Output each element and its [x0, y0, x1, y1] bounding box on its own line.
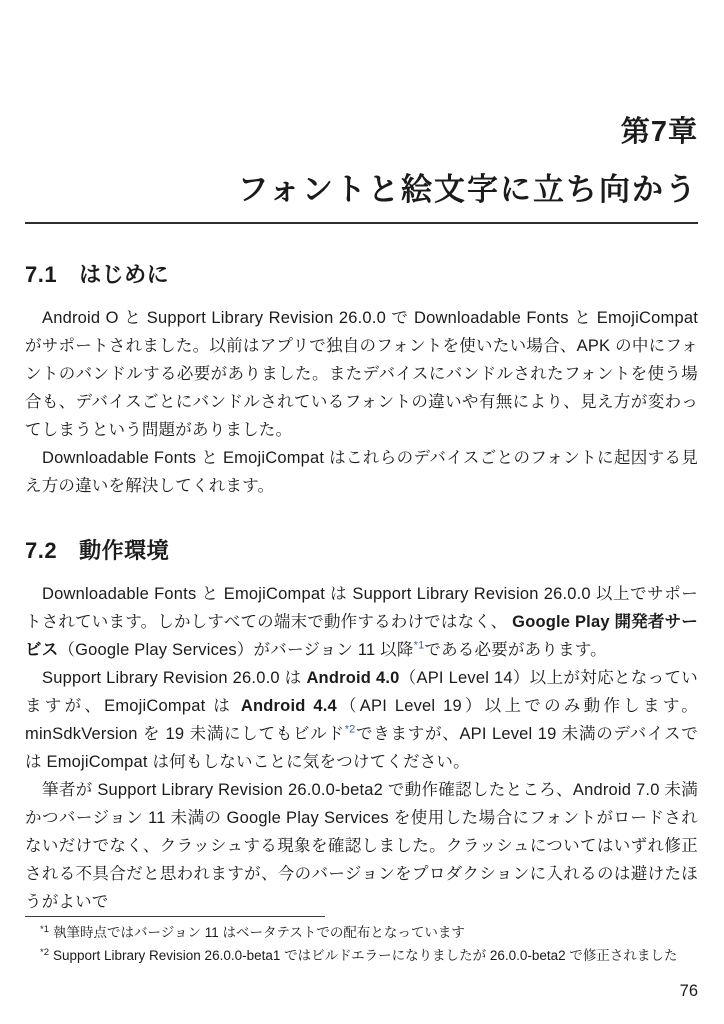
bold-text: Android 4.0 — [306, 669, 400, 688]
text-run: Support Library Revision 26.0.0 は — [42, 669, 307, 688]
footnote-text: Support Library Revision 26.0.0-beta1 ではビルドエラーになりましたが 26.0.0-beta2 で修正されました — [52, 948, 678, 963]
page-number: 76 — [679, 982, 698, 1000]
section-number: 7.2 — [25, 537, 58, 563]
text-run: Downloadable Fonts と EmojiCompat はこれらのデバイスごとのフォントに起因する見え方の違いを解決してくれます。 — [25, 448, 698, 495]
paragraph — [25, 664, 698, 776]
chapter-title: フォントと絵文字に立ち向かう — [237, 172, 698, 208]
paragraph — [25, 444, 698, 500]
chapter-number: 第7章 — [620, 116, 698, 148]
section-number: 7.1 — [25, 261, 58, 287]
text-run: （Google Play Services）がバージョン 11 以降 — [58, 641, 414, 660]
footnote-ref[interactable]: *2 — [344, 723, 356, 736]
bold-text: Android 4.4 — [240, 697, 337, 716]
section-7.1 — [25, 262, 698, 500]
bold-text: Google Play 開発者サービス — [25, 613, 699, 660]
chapter-header — [0, 116, 724, 224]
text-run: Downloadable Fonts と EmojiCompat は Support Library Revision 26.0.0 以上でサポートされています。しかしすべての端末で動作するわけではなく、 — [25, 585, 698, 632]
footnote — [25, 921, 698, 944]
paragraph — [25, 776, 698, 916]
text-run: である必要があります。 — [424, 641, 607, 660]
text-run: Android O と Support Library Revision 26.0.0 で Downloadable Fonts と EmojiCompat がサポートされました。以前はアプリで独自のフォントを使いたい場合、APK の中にフォントのバンドルする必要がありました。またデバイスにバンドルされたフォントを使う場合も、デバイスごとにバンドルされているフォントの違いや有無により、見え方が変わってしまうという問題がありました。 — [25, 308, 698, 439]
page-body — [0, 262, 724, 917]
paragraph — [25, 580, 698, 664]
paragraph — [25, 304, 698, 444]
footnote-marker: *2 — [40, 946, 49, 958]
footnote-text: 執筆時点ではバージョン 11 はベータテストでの配布となっています — [52, 925, 465, 940]
section-title: 動作環境 — [79, 537, 170, 563]
footnote-area — [25, 916, 698, 967]
section-title: はじめに — [79, 261, 170, 287]
section-heading — [25, 538, 698, 564]
text-run: （API Level 14）以上が対応となっていますが、EmojiCompat は — [25, 669, 698, 716]
chapter-rule — [25, 222, 698, 224]
footnote — [25, 944, 698, 967]
footnote-ref[interactable]: *1 — [413, 639, 425, 652]
footnotes-list — [25, 921, 698, 967]
text-run: できますが、API Level 19 未満のデバイスでは EmojiCompat は何もしないことに気をつけてください。 — [25, 725, 698, 772]
footnote-marker: *1 — [40, 923, 49, 935]
text-run: 筆者が Support Library Revision 26.0.0-beta2 で動作確認したところ、Android 7.0 未満かつバージョン 11 未満の Google Play Services を使用した場合にフォントがロードされないだけでなく、クラッシュする現象を確認しました。クラッシュについてはいずれ修正される不具合だと思われますが、今のバージョンをプロダクションに入れるのは避けたほうがよいで — [25, 781, 698, 912]
section-heading — [25, 262, 698, 288]
footnote-rule — [25, 916, 325, 917]
section-7.2 — [25, 538, 698, 916]
text-run: （API Level 19）以上でのみ動作します。minSdkVersion を 19 未満にしてもビルド — [25, 697, 698, 744]
